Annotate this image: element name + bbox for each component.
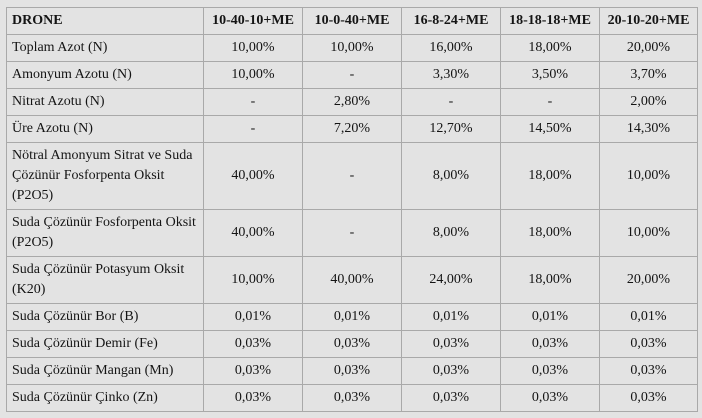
cell-value: 18,00% xyxy=(501,210,600,257)
cell-value: 8,00% xyxy=(402,143,501,210)
row-label: Suda Çözünür Fosforpenta Oksit (P2O5) xyxy=(7,210,204,257)
cell-value: 14,30% xyxy=(600,116,698,143)
cell-value: 10,00% xyxy=(204,257,303,304)
cell-value: 8,00% xyxy=(402,210,501,257)
cell-value: 0,03% xyxy=(204,331,303,358)
cell-value: 3,50% xyxy=(501,62,600,89)
table-row xyxy=(7,116,698,143)
table-row xyxy=(7,257,698,304)
cell-value: 3,70% xyxy=(600,62,698,89)
cell-value: 0,03% xyxy=(402,358,501,385)
cell-value: 0,03% xyxy=(600,385,698,412)
cell-value: 16,00% xyxy=(402,35,501,62)
column-header-product-2: 10-0-40+ME xyxy=(303,8,402,35)
table-row xyxy=(7,35,698,62)
cell-value: 10,00% xyxy=(600,210,698,257)
table-row xyxy=(7,358,698,385)
cell-value: - xyxy=(204,89,303,116)
cell-value: 14,50% xyxy=(501,116,600,143)
cell-value: 20,00% xyxy=(600,35,698,62)
cell-value: 10,00% xyxy=(600,143,698,210)
cell-value: 20,00% xyxy=(600,257,698,304)
table-row xyxy=(7,385,698,412)
cell-value: 2,80% xyxy=(303,89,402,116)
cell-value: 0,03% xyxy=(303,385,402,412)
column-header-drone: DRONE xyxy=(7,8,204,35)
table-body xyxy=(7,35,698,412)
table-row xyxy=(7,304,698,331)
cell-value: 40,00% xyxy=(204,210,303,257)
cell-value: 0,01% xyxy=(204,304,303,331)
cell-value: 0,03% xyxy=(501,358,600,385)
row-label: Üre Azotu (N) xyxy=(7,116,204,143)
cell-value: 0,03% xyxy=(204,358,303,385)
cell-value: 10,00% xyxy=(204,35,303,62)
row-label: Suda Çözünür Çinko (Zn) xyxy=(7,385,204,412)
row-label: Amonyum Azotu (N) xyxy=(7,62,204,89)
cell-value: 0,03% xyxy=(303,358,402,385)
table-row xyxy=(7,89,698,116)
cell-value: 0,01% xyxy=(501,304,600,331)
fertilizer-composition-table xyxy=(6,7,698,412)
cell-value: - xyxy=(303,210,402,257)
row-label: Suda Çözünür Bor (B) xyxy=(7,304,204,331)
cell-value: 2,00% xyxy=(600,89,698,116)
cell-value: 24,00% xyxy=(402,257,501,304)
row-label: Suda Çözünür Potasyum Oksit (K20) xyxy=(7,257,204,304)
cell-value: - xyxy=(501,89,600,116)
cell-value: 0,03% xyxy=(600,331,698,358)
table-row xyxy=(7,331,698,358)
cell-value: 40,00% xyxy=(204,143,303,210)
cell-value: 0,03% xyxy=(204,385,303,412)
cell-value: 12,70% xyxy=(402,116,501,143)
cell-value: 0,01% xyxy=(600,304,698,331)
header-row xyxy=(7,8,698,35)
row-label: Nitrat Azotu (N) xyxy=(7,89,204,116)
cell-value: 0,03% xyxy=(501,331,600,358)
cell-value: 0,03% xyxy=(600,358,698,385)
cell-value: 0,01% xyxy=(402,304,501,331)
cell-value: 0,01% xyxy=(303,304,402,331)
row-label: Suda Çözünür Mangan (Mn) xyxy=(7,358,204,385)
cell-value: 0,03% xyxy=(303,331,402,358)
cell-value: - xyxy=(303,143,402,210)
row-label: Toplam Azot (N) xyxy=(7,35,204,62)
column-header-product-5: 20-10-20+ME xyxy=(600,8,698,35)
row-label: Nötral Amonyum Sitrat ve Suda Çözünür Fosforpenta Oksit (P2O5) xyxy=(7,143,204,210)
cell-value: - xyxy=(303,62,402,89)
cell-value: - xyxy=(402,89,501,116)
cell-value: - xyxy=(204,116,303,143)
table-row xyxy=(7,143,698,210)
cell-value: 0,03% xyxy=(501,385,600,412)
cell-value: 10,00% xyxy=(303,35,402,62)
column-header-product-3: 16-8-24+ME xyxy=(402,8,501,35)
cell-value: 3,30% xyxy=(402,62,501,89)
cell-value: 7,20% xyxy=(303,116,402,143)
column-header-product-4: 18-18-18+ME xyxy=(501,8,600,35)
cell-value: 18,00% xyxy=(501,257,600,304)
cell-value: 18,00% xyxy=(501,143,600,210)
cell-value: 40,00% xyxy=(303,257,402,304)
column-header-product-1: 10-40-10+ME xyxy=(204,8,303,35)
cell-value: 10,00% xyxy=(204,62,303,89)
cell-value: 18,00% xyxy=(501,35,600,62)
row-label: Suda Çözünür Demir (Fe) xyxy=(7,331,204,358)
cell-value: 0,03% xyxy=(402,385,501,412)
cell-value: 0,03% xyxy=(402,331,501,358)
table-row xyxy=(7,62,698,89)
table-row xyxy=(7,210,698,257)
